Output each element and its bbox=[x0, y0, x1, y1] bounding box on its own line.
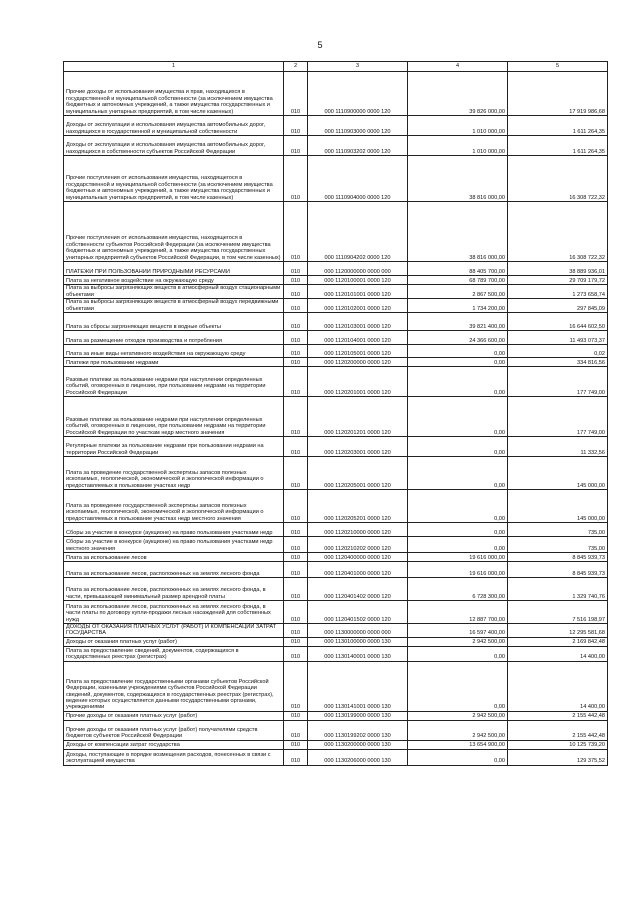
row-code-cell: 010 bbox=[284, 523, 308, 537]
table-row bbox=[64, 578, 608, 601]
row-name-cell: Плата за использование лесов, расположенных на землях лесного фонда, в части платы по договору купли-продажи лесных насаждений для собственных нужд bbox=[64, 601, 284, 624]
row-name-cell: Сборы за участие в конкурсе (аукционе) на право пользования участками недр bbox=[64, 523, 284, 537]
row-fact-cell: 177 749,00 bbox=[508, 397, 608, 437]
row-kbk-cell: 000 1120210202 0000 120 bbox=[308, 537, 408, 553]
row-name-cell: Прочие поступления от использования имущества, находящегося в государственной и муниципальной собственности (за исключением имущества бюджетных и автономных учреждений, а также имущества государственных и муниципальных унитарных предприятий, в том числе казенных) bbox=[64, 156, 284, 202]
row-name-cell: Плата за сбросы загрязняющих веществ в водные объекты bbox=[64, 313, 284, 331]
row-fact-cell: 2 169 842,48 bbox=[508, 637, 608, 646]
row-code-cell: 010 bbox=[284, 661, 308, 711]
row-plan-cell: 39 821 400,00 bbox=[408, 313, 508, 331]
row-fact-cell: 29 709 179,72 bbox=[508, 276, 608, 285]
row-code-cell: 010 bbox=[284, 749, 308, 765]
row-plan-cell: 24 366 600,00 bbox=[408, 331, 508, 345]
row-code-cell: 010 bbox=[284, 711, 308, 720]
row-kbk-cell: 000 1130100000 0000 130 bbox=[308, 637, 408, 646]
row-fact-cell: 297 845,09 bbox=[508, 299, 608, 313]
row-code-cell: 010 bbox=[284, 331, 308, 345]
row-fact-cell: 11 332,56 bbox=[508, 437, 608, 457]
row-fact-cell: 2 155 442,48 bbox=[508, 720, 608, 740]
row-kbk-cell: 000 1120103001 0000 120 bbox=[308, 313, 408, 331]
table-row bbox=[64, 457, 608, 490]
row-plan-cell: 39 826 000,00 bbox=[408, 72, 508, 116]
row-plan-cell: 88 405 700,00 bbox=[408, 262, 508, 276]
row-name-cell: Разовые платежи за пользование недрами при наступлении определенных событий, оговоренных в лицензии, при пользовании недрами на территории Российской Федерации по участкам недр местного значения bbox=[64, 397, 284, 437]
row-plan-cell: 12 887 700,00 bbox=[408, 601, 508, 624]
row-kbk-cell: 000 1120102001 0000 120 bbox=[308, 299, 408, 313]
row-name-cell: Прочие доходы от оказания платных услуг (работ) bbox=[64, 711, 284, 720]
row-code-cell: 010 bbox=[284, 116, 308, 136]
table-row bbox=[64, 202, 608, 262]
row-plan-cell: 19 616 000,00 bbox=[408, 562, 508, 578]
row-plan-cell: 0,00 bbox=[408, 358, 508, 367]
table-row bbox=[64, 637, 608, 646]
column-header-5: 5 bbox=[508, 62, 608, 72]
row-fact-cell: 8 845 939,73 bbox=[508, 562, 608, 578]
row-kbk-cell: 000 1110904202 0000 120 bbox=[308, 202, 408, 262]
row-name-cell: Прочие доходы от оказания платных услуг (работ) получателями средств бюджетов субъектов Российской Федерации bbox=[64, 720, 284, 740]
row-plan-cell: 16 597 400,00 bbox=[408, 624, 508, 638]
row-code-cell: 010 bbox=[284, 457, 308, 490]
row-plan-cell: 6 728 300,00 bbox=[408, 578, 508, 601]
row-kbk-cell: 000 1120400000 0000 120 bbox=[308, 553, 408, 562]
row-name-cell: Прочие поступления от использования имущества, находящегося в собственности субъектов Российской Федерации (за исключением имущества бюджетных и автономных учреждений, а также имущества государственных унитарных предприятий субъектов Российской Федерации, в том числе казенных) bbox=[64, 202, 284, 262]
row-kbk-cell: 000 1120104001 0000 120 bbox=[308, 331, 408, 345]
row-kbk-cell: 000 1130141001 0000 130 bbox=[308, 661, 408, 711]
row-plan-cell: 0,00 bbox=[408, 523, 508, 537]
row-kbk-cell: 000 1110903202 0000 120 bbox=[308, 136, 408, 156]
row-plan-cell: 38 816 000,00 bbox=[408, 202, 508, 262]
column-header-4: 4 bbox=[408, 62, 508, 72]
row-kbk-cell: 000 1110904000 0000 120 bbox=[308, 156, 408, 202]
column-header-1: 1 bbox=[64, 62, 284, 72]
row-kbk-cell: 000 1120000000 0000 000 bbox=[308, 262, 408, 276]
row-kbk-cell: 000 1120200000 0000 120 bbox=[308, 358, 408, 367]
row-fact-cell: 177 749,00 bbox=[508, 367, 608, 397]
row-kbk-cell: 000 1120401502 0000 120 bbox=[308, 601, 408, 624]
row-code-cell: 010 bbox=[284, 285, 308, 299]
row-kbk-cell: 000 1130140001 0000 130 bbox=[308, 646, 408, 661]
row-fact-cell: 0,02 bbox=[508, 345, 608, 358]
table-row bbox=[64, 490, 608, 523]
row-fact-cell: 735,00 bbox=[508, 523, 608, 537]
row-code-cell: 010 bbox=[284, 490, 308, 523]
table-row bbox=[64, 367, 608, 397]
row-name-cell: Плата за предоставление государственными органами субъектов Российской Федерации, казенными учреждениями субъектов Российской Федерации сведений, документов, содержащихся в государственных реестрах (регистрах), ведение которых осуществляется данными государственными органами, учреждениями bbox=[64, 661, 284, 711]
row-kbk-cell: 000 1120401000 0000 120 bbox=[308, 562, 408, 578]
table-row bbox=[64, 601, 608, 624]
row-plan-cell: 68 789 700,00 bbox=[408, 276, 508, 285]
table-row bbox=[64, 313, 608, 331]
table-row bbox=[64, 562, 608, 578]
row-name-cell: Плата за использование лесов, расположенных на землях лесного фонда, в части, превышающей минимальный размер арендной платы bbox=[64, 578, 284, 601]
row-name-cell: Плата за проведение государственной экспертизы запасов полезных ископаемых, геологической, экономической и экологической информации о предоставляемых в пользование участках недр bbox=[64, 457, 284, 490]
table-row bbox=[64, 661, 608, 711]
row-name-cell: Плата за проведение государственной экспертизы запасов полезных ископаемых, геологической, экономической и экологической информации о предоставляемых в пользование участках недр местного значения bbox=[64, 490, 284, 523]
row-name-cell: Доходы от эксплуатации и использования имущества автомобильных дорог, находящихся в собственности субъектов Российской Федерации bbox=[64, 136, 284, 156]
table-row bbox=[64, 299, 608, 313]
row-plan-cell: 0,00 bbox=[408, 490, 508, 523]
row-fact-cell: 145 000,00 bbox=[508, 490, 608, 523]
table-row bbox=[64, 537, 608, 553]
row-plan-cell: 13 654 900,00 bbox=[408, 740, 508, 749]
row-code-cell: 010 bbox=[284, 578, 308, 601]
row-code-cell: 010 bbox=[284, 646, 308, 661]
table-row bbox=[64, 553, 608, 562]
row-fact-cell: 129 375,52 bbox=[508, 749, 608, 765]
table-row bbox=[64, 156, 608, 202]
row-kbk-cell: 000 1120210000 0000 120 bbox=[308, 523, 408, 537]
column-header-2: 2 bbox=[284, 62, 308, 72]
row-name-cell: Сборы за участие в конкурсе (аукционе) на право пользования участками недр местного значения bbox=[64, 537, 284, 553]
row-name-cell: Регулярные платежи за пользование недрами при пользовании недрами на территории Российской Федерации bbox=[64, 437, 284, 457]
row-fact-cell: 8 845 939,73 bbox=[508, 553, 608, 562]
row-name-cell: Плата за использование лесов bbox=[64, 553, 284, 562]
row-fact-cell: 12 295 581,68 bbox=[508, 624, 608, 638]
row-name-cell: Плата за размещение отходов производства и потребления bbox=[64, 331, 284, 345]
row-name-cell: Плата за негативное воздействие на окружающую среду bbox=[64, 276, 284, 285]
row-name-cell: Плата за использование лесов, расположенных на землях лесного фонда bbox=[64, 562, 284, 578]
table-row bbox=[64, 116, 608, 136]
row-kbk-cell: 000 1120101001 0000 120 bbox=[308, 285, 408, 299]
table-row bbox=[64, 523, 608, 537]
row-kbk-cell: 000 1120105001 0000 120 bbox=[308, 345, 408, 358]
row-fact-cell: 16 644 602,50 bbox=[508, 313, 608, 331]
page-number: 5 bbox=[317, 40, 323, 50]
row-fact-cell: 1 329 740,76 bbox=[508, 578, 608, 601]
table-row bbox=[64, 397, 608, 437]
row-plan-cell: 19 616 000,00 bbox=[408, 553, 508, 562]
table-row bbox=[64, 72, 608, 116]
table-row bbox=[64, 285, 608, 299]
row-plan-cell: 2 942 500,00 bbox=[408, 637, 508, 646]
row-kbk-cell: 000 1120205201 0000 120 bbox=[308, 490, 408, 523]
row-code-cell: 010 bbox=[284, 262, 308, 276]
row-plan-cell: 2 942 500,00 bbox=[408, 720, 508, 740]
row-code-cell: 010 bbox=[284, 313, 308, 331]
row-plan-cell: 0,00 bbox=[408, 661, 508, 711]
row-kbk-cell: 000 1120201201 0000 120 bbox=[308, 397, 408, 437]
row-fact-cell: 1 273 658,74 bbox=[508, 285, 608, 299]
row-plan-cell: 0,00 bbox=[408, 367, 508, 397]
row-fact-cell: 16 308 722,32 bbox=[508, 156, 608, 202]
row-fact-cell: 2 155 442,48 bbox=[508, 711, 608, 720]
row-plan-cell: 0,00 bbox=[408, 437, 508, 457]
row-fact-cell: 11 493 073,37 bbox=[508, 331, 608, 345]
row-kbk-cell: 000 1130206000 0000 130 bbox=[308, 749, 408, 765]
row-fact-cell: 1 611 264,35 bbox=[508, 116, 608, 136]
table-row bbox=[64, 136, 608, 156]
row-name-cell: Доходы от оказания платных услуг (работ) bbox=[64, 637, 284, 646]
row-fact-cell: 14 400,00 bbox=[508, 646, 608, 661]
row-name-cell: Разовые платежи за пользование недрами при наступлении определенных событий, оговоренных в лицензии, при пользовании недрами на территории Российской Федерации bbox=[64, 367, 284, 397]
row-fact-cell: 334 816,56 bbox=[508, 358, 608, 367]
row-name-cell: Плата за иные виды негативного воздействия на окружающую среду bbox=[64, 345, 284, 358]
row-code-cell: 010 bbox=[284, 537, 308, 553]
table-row bbox=[64, 358, 608, 367]
income-report-table bbox=[63, 61, 608, 766]
row-kbk-cell: 000 1130200000 0000 130 bbox=[308, 740, 408, 749]
row-code-cell: 010 bbox=[284, 276, 308, 285]
row-plan-cell: 0,00 bbox=[408, 537, 508, 553]
table-row bbox=[64, 749, 608, 765]
row-code-cell: 010 bbox=[284, 624, 308, 638]
table-row bbox=[64, 740, 608, 749]
row-name-cell: Плата за предоставление сведений, документов, содержащихся в государственных реестрах (регистрах) bbox=[64, 646, 284, 661]
row-name-cell: ПЛАТЕЖИ ПРИ ПОЛЬЗОВАНИИ ПРИРОДНЫМИ РЕСУРСАМИ bbox=[64, 262, 284, 276]
row-plan-cell: 0,00 bbox=[408, 457, 508, 490]
row-plan-cell: 0,00 bbox=[408, 397, 508, 437]
row-code-cell: 010 bbox=[284, 202, 308, 262]
row-name-cell: Доходы от эксплуатации и использования имущества автомобильных дорог, находящихся в государственной и муниципальной собственности bbox=[64, 116, 284, 136]
row-code-cell: 010 bbox=[284, 637, 308, 646]
row-name-cell: Прочие доходы от использования имущества и прав, находящихся в государственной и муниципальной собственности (за исключением имущества бюджетных и автономных учреждений, а также имущества государственных и муниципальных унитарных предприятий, в том числе казенных) bbox=[64, 72, 284, 116]
row-code-cell: 010 bbox=[284, 437, 308, 457]
row-name-cell: Плата за выбросы загрязняющих веществ в атмосферный воздух передвижными объектами bbox=[64, 299, 284, 313]
row-kbk-cell: 000 1120203001 0000 120 bbox=[308, 437, 408, 457]
row-plan-cell: 1 010 000,00 bbox=[408, 116, 508, 136]
table-row bbox=[64, 646, 608, 661]
table-row bbox=[64, 262, 608, 276]
row-code-cell: 010 bbox=[284, 72, 308, 116]
row-kbk-cell: 000 1130199202 0000 130 bbox=[308, 720, 408, 740]
row-code-cell: 010 bbox=[284, 397, 308, 437]
column-number-header-row bbox=[64, 62, 608, 72]
table-row bbox=[64, 345, 608, 358]
row-code-cell: 010 bbox=[284, 720, 308, 740]
row-code-cell: 010 bbox=[284, 156, 308, 202]
row-code-cell: 010 bbox=[284, 740, 308, 749]
row-plan-cell: 1 734 200,00 bbox=[408, 299, 508, 313]
row-kbk-cell: 000 1130000000 0000 000 bbox=[308, 624, 408, 638]
row-plan-cell: 0,00 bbox=[408, 646, 508, 661]
row-fact-cell: 1 611 264,35 bbox=[508, 136, 608, 156]
row-kbk-cell: 000 1110900000 0000 120 bbox=[308, 72, 408, 116]
row-fact-cell: 16 308 722,32 bbox=[508, 202, 608, 262]
row-plan-cell: 2 942 500,00 bbox=[408, 711, 508, 720]
row-kbk-cell: 000 1110903000 0000 120 bbox=[308, 116, 408, 136]
row-code-cell: 010 bbox=[284, 367, 308, 397]
row-fact-cell: 17 919 986,68 bbox=[508, 72, 608, 116]
row-code-cell: 010 bbox=[284, 601, 308, 624]
row-code-cell: 010 bbox=[284, 136, 308, 156]
table-row bbox=[64, 331, 608, 345]
row-name-cell: Плата за выбросы загрязняющих веществ в атмосферный воздух стационарными объектами bbox=[64, 285, 284, 299]
row-fact-cell: 14 400,00 bbox=[508, 661, 608, 711]
row-plan-cell: 2 867 500,00 bbox=[408, 285, 508, 299]
row-plan-cell: 0,00 bbox=[408, 345, 508, 358]
row-plan-cell: 0,00 bbox=[408, 749, 508, 765]
row-name-cell: Платежи при пользовании недрами bbox=[64, 358, 284, 367]
row-code-cell: 010 bbox=[284, 299, 308, 313]
table-row bbox=[64, 720, 608, 740]
row-name-cell: Доходы от компенсации затрат государства bbox=[64, 740, 284, 749]
row-fact-cell: 38 889 936,01 bbox=[508, 262, 608, 276]
table-row bbox=[64, 437, 608, 457]
row-kbk-cell: 000 1120100001 0000 120 bbox=[308, 276, 408, 285]
row-name-cell: Доходы, поступающие в порядке возмещения расходов, понесенных в связи с эксплуатацией имущества bbox=[64, 749, 284, 765]
row-code-cell: 010 bbox=[284, 358, 308, 367]
row-plan-cell: 1 010 000,00 bbox=[408, 136, 508, 156]
row-kbk-cell: 000 1120205001 0000 120 bbox=[308, 457, 408, 490]
row-kbk-cell: 000 1120201001 0000 120 bbox=[308, 367, 408, 397]
table-row bbox=[64, 711, 608, 720]
row-fact-cell: 735,00 bbox=[508, 537, 608, 553]
row-kbk-cell: 000 1130199000 0000 130 bbox=[308, 711, 408, 720]
row-code-cell: 010 bbox=[284, 562, 308, 578]
table-row bbox=[64, 624, 608, 638]
row-fact-cell: 145 000,00 bbox=[508, 457, 608, 490]
row-name-cell: ДОХОДЫ ОТ ОКАЗАНИЯ ПЛАТНЫХ УСЛУГ (РАБОТ) И КОМПЕНСАЦИИ ЗАТРАТ ГОСУДАРСТВА bbox=[64, 624, 284, 638]
row-code-cell: 010 bbox=[284, 553, 308, 562]
row-kbk-cell: 000 1120401402 0000 120 bbox=[308, 578, 408, 601]
table-row bbox=[64, 276, 608, 285]
column-header-3: 3 bbox=[308, 62, 408, 72]
row-fact-cell: 7 516 198,97 bbox=[508, 601, 608, 624]
row-fact-cell: 10 125 739,20 bbox=[508, 740, 608, 749]
row-code-cell: 010 bbox=[284, 345, 308, 358]
row-plan-cell: 38 816 000,00 bbox=[408, 156, 508, 202]
